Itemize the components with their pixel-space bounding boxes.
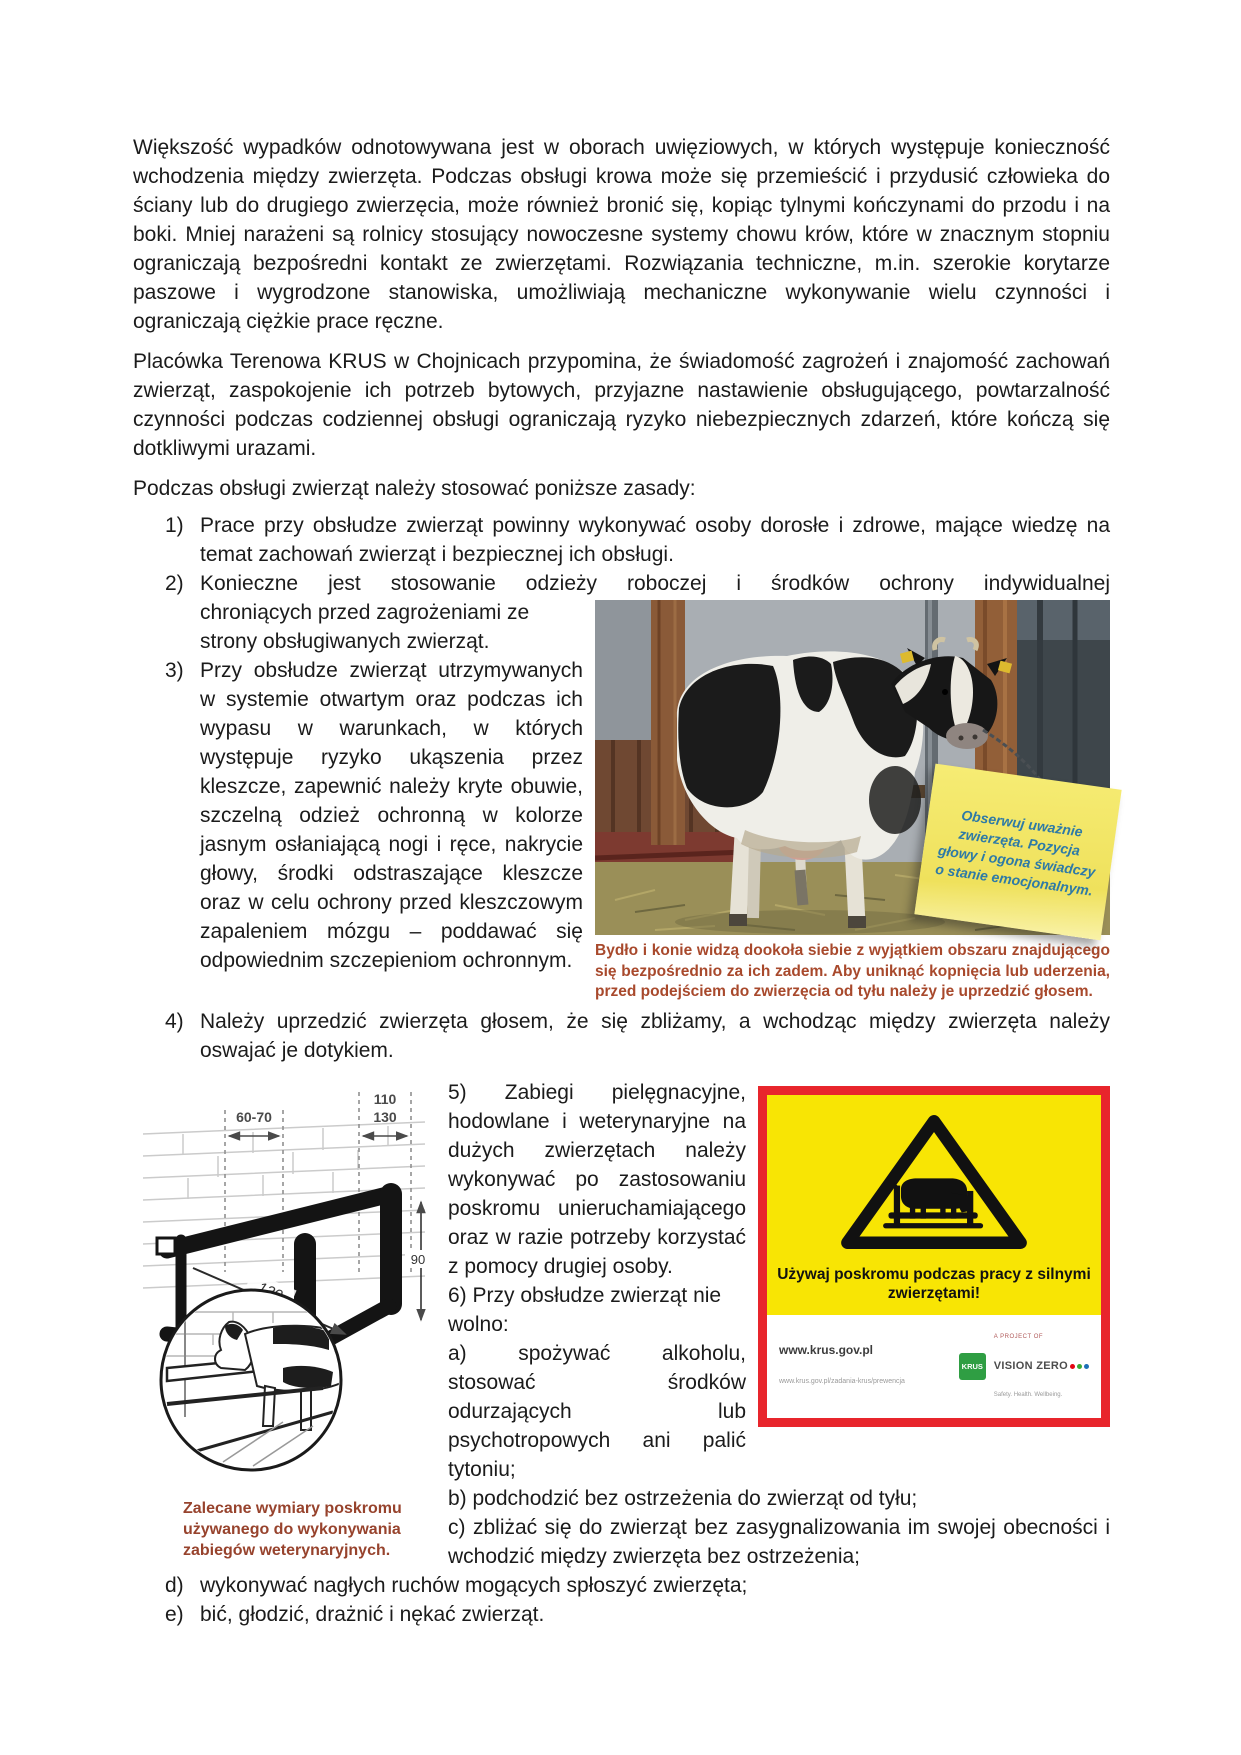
vision-zero-wordmark: VISION ZERO: [993, 1359, 1068, 1372]
paragraph-krus: Placówka Terenowa KRUS w Chojnicach przypomina, że świadomość zagrożeń i znajomość zachowań zwierząt, zaspokojenie ich potrzeb bytowych, przyjazne nastawienie obsługującego, powtarzalność czynności podczas codziennej obsługi ograniczają ryzyko niebezpiecznych zdarzeń, które kończą się dotkliwymi urazami.: [133, 350, 1110, 460]
list-item-6a: a) spożywać alkoholu, stosować środków odurzających lub psychotropowych ani palić tytoniu;: [448, 1341, 746, 1481]
list-item-6c: c) zbliżać się do zwierząt bez zasygnalizowania im swojej obecności i wchodzić między zwierzęta bez ostrzeżenia;: [448, 1515, 1110, 1568]
paragraph-rules-intro: Podczas obsługi zwierząt należy stosować poniższe zasady:: [133, 477, 696, 500]
list-marker-2: 2): [165, 572, 184, 595]
list-marker-e: e): [165, 1602, 184, 1626]
sign-footer-left: [779, 1336, 905, 1396]
list-item-1: [133, 511, 1110, 569]
restrained-cow-pictogram: [883, 1178, 983, 1228]
restraint-diagram-figure: [133, 1082, 433, 1561]
vision-zero-dot-red: [1070, 1364, 1075, 1369]
list-item-6e: [133, 1600, 1110, 1629]
warning-sign-headline: Używaj poskromu podczas pracy z silnymi zwierzętami!: [777, 1265, 1091, 1302]
list-item-6d-text: wykonywać nagłych ruchów mogących spłoszyć zwierzęta;: [200, 1573, 748, 1597]
sticky-note-text: Obserwuj uważnie zwierzęta. Pozycja głowy i ogona świadczy o stanie emocjonalnym.: [934, 806, 1097, 899]
restraint-diagram-illustration: [133, 1082, 433, 1474]
vision-zero-dot-blue: [1084, 1364, 1089, 1369]
vision-zero-lockup: [994, 1323, 1089, 1410]
list-item-6e-text: bić, głodzić, drażnić i nękać zwierząt.: [200, 1602, 545, 1626]
list-item-6d: [133, 1571, 1110, 1600]
list-marker-d: d): [165, 1573, 184, 1597]
list-item-4: [133, 1007, 1110, 1065]
sign-footer-right: [959, 1323, 1089, 1410]
list-item-6b: b) podchodzić bez ostrzeżenia do zwierząt od tyłu;: [448, 1486, 918, 1510]
list-item-4-text: Należy uprzedzić zwierzęta głosem, że się zbliżamy, a wchodząc między zwierzęta należy oswajać je dotykiem.: [200, 1009, 1110, 1062]
warning-sign-figure: [758, 1086, 1110, 1427]
list-marker-4: 4): [165, 1009, 184, 1033]
list-item-3-text: Przy obsłudze zwierząt utrzymywanych w systemie otwartym oraz podczas ich wypasu w warunkach, w których występuje ryzyko ukąszenia przez kleszcze, zapewnić należy kryte obuwie, szczelną odzież ochronną w kolorze jasnym osłaniającą nogi i ręce, nakrycie głowy, środki odstraszające kleszcze oraz w celu ochrony przed kleszczowym zapaleniem mózgu – poddawać się odpowiednim szczepieniom ochronnym.: [200, 659, 583, 972]
rules-list: [133, 511, 1110, 1065]
krus-sub-url: www.krus.gov.pl/zadania-krus/prewencja: [779, 1378, 905, 1385]
list-item-2-rest: chroniących przed zagrożeniami ze strony obsługiwanych zwierząt.: [200, 601, 530, 653]
paragraph-intro: Większość wypadków odnotowywana jest w oborach uwięziowych, w których występuje konieczność wchodzenia między zwierzęta. Podczas obsługi krowa może się przemieścić i przydusić człowieka do ściany lub do drugiego zwierzęcia, może również bronić się, kopiąc tylnymi kończynami do przodu i na boki. Mniej narażeni są rolnicy stosujący nowoczesne systemy chowu krów, które w znacznym stopniu ograniczają bezpośredni kontakt ze zwierzętami. Rozwiązania techniczne, m.in. szerokie korytarze paszowe i wygrodzone stanowiska, umożliwiają mechaniczne wykonywanie wielu czynności i ograniczają ciężkie prace ręczne.: [133, 136, 1110, 333]
dim-label-90: 90: [410, 1251, 426, 1267]
restraint-diagram-caption: Zalecane wymiary poskromu używanego do wykonywania zabiegów weterynaryjnych.: [183, 1499, 402, 1559]
warning-triangle-icon: [831, 1107, 1037, 1257]
list-item-3: [133, 656, 1110, 975]
krus-logo: KRUS: [959, 1353, 986, 1380]
dim-label-60-70: 60-70: [236, 1108, 272, 1125]
vision-zero-dot-green: [1077, 1364, 1082, 1369]
list-item-5: 5) Zabiegi pielęgnacyjne, hodowlane i weterynaryjne na dużych zwierzętach należy wykonywać po zastosowaniu poskromu unieruchamiającego oraz w razie potrzeby korzystać z pomocy drugiej osoby.: [448, 1080, 746, 1278]
list-item-6: 6) Przy obsłudze zwierząt nie wolno:: [448, 1283, 722, 1336]
vision-zero-tagline: Safety. Health. Wellbeing.: [993, 1391, 1063, 1398]
warning-sign-footer: [767, 1315, 1101, 1418]
list-item-2-line1: Konieczne jest stosowanie odzieży roboczej i środków ochrony indywidualnej: [200, 572, 1110, 595]
dim-label-110: 110: [373, 1090, 397, 1107]
lower-section: [133, 1078, 1110, 1629]
wall-clamp: [157, 1238, 175, 1254]
list-marker-1: 1): [165, 514, 184, 537]
warning-sign: [758, 1086, 1110, 1427]
list-item-1-text: Prace przy obsłudze zwierząt powinny wykonywać osoby dorosłe i zdrowe, mające wiedzę na temat zachowań zwierząt i bezpiecznej ich obsługi.: [200, 514, 1110, 566]
warning-sign-body: [767, 1095, 1101, 1315]
cow-photo-caption: Bydło i konie widzą dookoła siebie z wyjątkiem obszaru znajdującego się bezpośrednio za ich zadem. Aby uniknąć kopnięcia lub uderzenia, przed podejściem do zwierzęcia od tyłu należy je uprzedzić głosem.: [595, 942, 1110, 1000]
dim-label-130-top: 130: [373, 1108, 397, 1125]
list-marker-3: 3): [165, 659, 184, 682]
vision-zero-toptext: A PROJECT OF: [993, 1333, 1044, 1340]
krus-url: www.krus.gov.pl: [779, 1343, 874, 1357]
